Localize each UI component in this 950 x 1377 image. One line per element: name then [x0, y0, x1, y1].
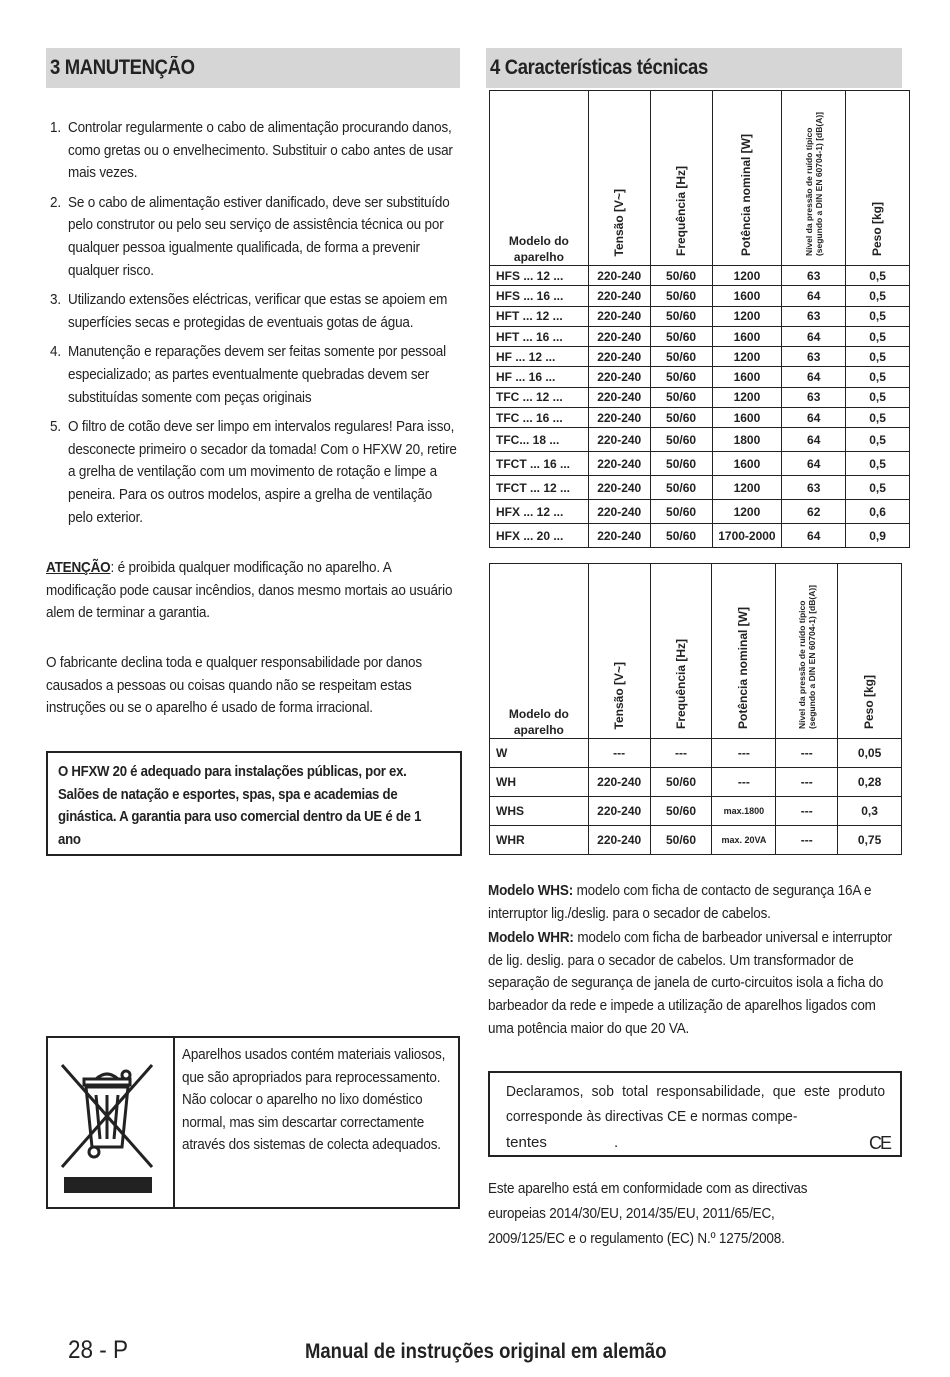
cell-model: HFS ... 12 ...: [490, 266, 589, 286]
cell-db: 63: [782, 266, 846, 286]
cell-hz: 50/60: [650, 476, 712, 500]
cell-v: 220-240: [588, 306, 650, 326]
cell-v: 220-240: [588, 367, 650, 387]
col-frequency-header: Frequência [Hz]: [650, 91, 712, 266]
cell-kg: 0,5: [846, 428, 910, 452]
cell-model: TFC ... 16 ...: [490, 408, 589, 428]
table-row: [490, 367, 910, 387]
cell-model: HF ... 12 ...: [490, 347, 589, 367]
liability-paragraph: O fabricante declina toda e qualquer responsabilidade por danos causados a pessoas ou coisas quando não se respeitam estas instruções ou se o aparelho é usado de forma irracional.: [46, 654, 422, 717]
col-frequency-header-2: Frequência [Hz]: [650, 564, 712, 739]
cell-model: WHR: [490, 826, 589, 855]
cell-db: ---: [776, 739, 838, 768]
cell-v: 220-240: [588, 524, 650, 548]
cell-v: 220-240: [588, 408, 650, 428]
table-row: [490, 408, 910, 428]
cell-hz: 50/60: [650, 387, 712, 407]
crossed-bin-icon: [56, 1055, 156, 1195]
cell-db: ---: [776, 826, 838, 855]
cell-kg: 0,5: [846, 452, 910, 476]
cell-v: ---: [588, 739, 650, 768]
item-number: 1.: [50, 119, 61, 136]
attention-paragraph: [46, 557, 460, 625]
cell-model: HFS ... 16 ...: [490, 286, 589, 306]
ce-mark-icon: CE: [868, 1133, 890, 1153]
cell-model: TFC... 18 ...: [490, 428, 589, 452]
cell-w: 1600: [712, 367, 782, 387]
cell-db: 64: [782, 286, 846, 306]
cell-kg: 0,5: [846, 326, 910, 346]
cell-db: 63: [782, 387, 846, 407]
cell-model: W: [490, 739, 589, 768]
cell-v: 220-240: [588, 326, 650, 346]
cell-v: 220-240: [588, 428, 650, 452]
col-noise-header-2: Nível da pressão de ruído típico (segundo a DIN EN 60704-1) [dB(A)]: [776, 564, 838, 739]
cell-v: 220-240: [588, 452, 650, 476]
item-number: 3.: [50, 291, 61, 309]
cell-db: 64: [782, 452, 846, 476]
table-row: [490, 347, 910, 367]
cell-model: TFC ... 12 ...: [490, 387, 589, 407]
cell-hz: 50/60: [650, 266, 712, 286]
declaration-line1: Declaramos, sob total responsabilidade, que este produto corresponde às directivas CE e normas compe-: [506, 1083, 886, 1125]
table-row: [490, 826, 902, 855]
cell-w: 1200: [712, 476, 782, 500]
cell-w: max. 20VA: [712, 826, 776, 855]
cell-w: 1200: [712, 306, 782, 326]
declaration-box: [488, 1071, 902, 1157]
cell-kg: 0,28: [838, 768, 902, 797]
col-model-header-2: Modelo do aparelho: [490, 564, 589, 739]
technical-heading: 4 Características técnicas: [486, 48, 902, 88]
cell-v: 220-240: [588, 387, 650, 407]
cell-kg: 0,5: [846, 476, 910, 500]
whr-note: Modelo WHR: modelo com ficha de barbeador universal e interruptor de lig. deslig. para o secador de cabelos. Um transformador de separação de segurança de janela de curto-circuitos isola a ficha do barbeador da rede e impede a utilização de aparelhos ligados com uma potência maior do que 20 VA.: [488, 929, 892, 1037]
maintenance-heading: 3 MANUTENÇÃO: [46, 48, 460, 88]
table-row: [490, 387, 910, 407]
cell-w: max.1800: [712, 797, 776, 826]
col-weight-header: Peso [kg]: [846, 91, 910, 266]
cell-kg: 0,05: [838, 739, 902, 768]
cell-kg: 0,3: [838, 797, 902, 826]
cell-w: 1200: [712, 387, 782, 407]
cell-db: 64: [782, 524, 846, 548]
cell-kg: 0,5: [846, 286, 910, 306]
cell-db: ---: [776, 797, 838, 826]
cell-w: 1700-2000: [712, 524, 782, 548]
cell-v: 220-240: [588, 266, 650, 286]
item-number: 5.: [50, 418, 61, 436]
cell-db: 64: [782, 326, 846, 346]
cell-db: 63: [782, 306, 846, 326]
conformity-paragraph: Este aparelho está em conformidade com as directivas europeias 2014/30/EU, 2014/35/EU, 2011/65/EC, 2009/125/EC e o regulamento (EC) N.º 1275/2008.: [488, 1180, 808, 1247]
col-power-header-2: Potência nominal [W]: [712, 564, 776, 739]
cell-w: 1800: [712, 428, 782, 452]
cell-hz: 50/60: [650, 797, 712, 826]
table-row: [490, 768, 902, 797]
attention-text: : é proibida qualquer modificação no aparelho. A modificação pode causar incêndios, danos mesmo mortais ao usuário alem de terminar a garantia.: [46, 559, 453, 622]
cell-hz: 50/60: [650, 306, 712, 326]
model-notes: [488, 880, 902, 1040]
cell-model: TFCT ... 12 ...: [490, 476, 589, 500]
cell-w: ---: [712, 739, 776, 768]
weee-text-block: Aparelhos usados contém materiais valiosos, que são apropriados para reprocessamento. Não colocar o aparelho no lixo doméstico normal, mas sim descartar correctamente através dos sistemas de colecta adequados.: [182, 1046, 446, 1154]
cell-hz: 50/60: [650, 768, 712, 797]
cell-w: 1600: [712, 408, 782, 428]
table-row: [490, 524, 910, 548]
cell-model: WH: [490, 768, 589, 797]
spec-table-main: [489, 90, 910, 548]
cell-db: ---: [776, 768, 838, 797]
cell-kg: 0,75: [838, 826, 902, 855]
cell-hz: 50/60: [650, 500, 712, 524]
maintenance-item: [50, 192, 460, 282]
cell-v: 220-240: [588, 826, 650, 855]
cell-model: HFT ... 12 ...: [490, 306, 589, 326]
col-noise-header: Nível da pressão de ruído típico (segundo a DIN EN 60704-1) [dB(A)]: [782, 91, 846, 266]
maintenance-list-block: [50, 117, 460, 536]
cell-v: 220-240: [588, 768, 650, 797]
cell-hz: 50/60: [650, 326, 712, 346]
cell-v: 220-240: [588, 286, 650, 306]
cell-db: 62: [782, 500, 846, 524]
col-model-header: Modelo do aparelho: [490, 91, 589, 266]
page-number: 28 - P: [68, 1336, 129, 1364]
cell-hz: 50/60: [650, 367, 712, 387]
cell-hz: 50/60: [650, 347, 712, 367]
item-text: Se o cabo de alimentação estiver danificado, deve ser substituído pelo construtor ou pelo seu serviço de assistência técnica ou por qualquer pessoa igualmente qualificada, de forma a prevenir qualquer risco.: [68, 193, 450, 279]
cell-w: ---: [712, 768, 776, 797]
cell-v: 220-240: [588, 500, 650, 524]
table-row: [490, 797, 902, 826]
table-row: [490, 428, 910, 452]
table-row: [490, 286, 910, 306]
cell-hz: 50/60: [650, 826, 712, 855]
table-row: [490, 266, 910, 286]
cell-model: HFX ... 20 ...: [490, 524, 589, 548]
cell-w: 1600: [712, 452, 782, 476]
cell-model: TFCT ... 16 ...: [490, 452, 589, 476]
cell-w: 1200: [712, 266, 782, 286]
cell-hz: ---: [650, 739, 712, 768]
cell-model: HF ... 16 ...: [490, 367, 589, 387]
cell-hz: 50/60: [650, 286, 712, 306]
item-number: 2.: [50, 193, 61, 211]
cell-db: 64: [782, 428, 846, 452]
table-row: [490, 452, 910, 476]
cell-kg: 0,6: [846, 500, 910, 524]
cell-w: 1200: [712, 500, 782, 524]
spec-table-wall: [489, 563, 902, 855]
footer-title: Manual de instruções original em alemão: [305, 1340, 667, 1363]
cell-w: 1600: [712, 326, 782, 346]
whs-note: Modelo WHS: modelo com ficha de contacto de segurança 16A e interruptor lig./deslig. para o secador de cabelos.: [488, 882, 872, 922]
cell-kg: 0,5: [846, 387, 910, 407]
cell-kg: 0,5: [846, 347, 910, 367]
cell-v: 220-240: [588, 797, 650, 826]
item-text: Utilizando extensões eléctricas, verificar que estas se apoiem em superfícies secas e protegidas de eventuais gotas de água.: [68, 291, 448, 331]
cell-kg: 0,5: [846, 306, 910, 326]
table-row: [490, 739, 902, 768]
item-number: 4.: [50, 343, 61, 361]
table-row: [490, 306, 910, 326]
cell-kg: 0,5: [846, 408, 910, 428]
cell-db: 63: [782, 347, 846, 367]
declaration-line2: tentes: [506, 1134, 547, 1151]
weee-divider: [173, 1038, 175, 1207]
col-voltage-header: Tensão [V~]: [588, 91, 650, 266]
item-text: Controlar regularmente o cabo de alimentação procurando danos, como gretas ou o envelhecimento. Substituir o cabo antes de usar mais vezes.: [68, 119, 453, 182]
cell-hz: 50/60: [650, 524, 712, 548]
col-voltage-header-2: Tensão [V~]: [588, 564, 650, 739]
item-text: Manutenção e reparações devem ser feitas somente por pessoal especializado; as partes eventualmente quebradas devem ser substituídas somente com peças originais: [68, 343, 446, 406]
maintenance-item: [50, 289, 460, 334]
cell-v: 220-240: [588, 347, 650, 367]
cell-kg: 0,5: [846, 367, 910, 387]
col-weight-header-2: Peso [kg]: [838, 564, 902, 739]
hfxw-notice-text: O HFXW 20 é adequado para instalações públicas, por ex. Salões de natação e esportes, spas, spa e academias de ginástica. A garantia para uso comercial dentro da UE é de 1 ano: [58, 763, 422, 848]
maintenance-item: [50, 117, 460, 185]
cell-w: 1600: [712, 286, 782, 306]
cell-model: WHS: [490, 797, 589, 826]
attention-label: ATENÇÃO: [46, 559, 111, 576]
cell-kg: 0,9: [846, 524, 910, 548]
cell-db: 64: [782, 367, 846, 387]
cell-db: 63: [782, 476, 846, 500]
cell-kg: 0,5: [846, 266, 910, 286]
declaration-dot: .: [614, 1134, 619, 1151]
maintenance-list: [50, 117, 460, 529]
cell-model: HFX ... 12 ...: [490, 500, 589, 524]
cell-w: 1200: [712, 347, 782, 367]
cell-model: HFT ... 16 ...: [490, 326, 589, 346]
maintenance-item: [50, 416, 460, 529]
cell-hz: 50/60: [650, 408, 712, 428]
maintenance-item: [50, 341, 460, 409]
table-row: [490, 326, 910, 346]
col-power-header: Potência nominal [W]: [712, 91, 782, 266]
hfxw-notice-box: [46, 751, 462, 856]
table-row: [490, 500, 910, 524]
table-row: [490, 476, 910, 500]
cell-hz: 50/60: [650, 428, 712, 452]
item-text: O filtro de cotão deve ser limpo em intervalos regulares! Para isso, desconecte primeiro o secador da tomada! Com o HFXW 20, retire a grelha de ventilação com um movimento de rotação e limpe a peneira. Para os outros modelos, aspire a grelha de ventilação pelo exterior.: [68, 418, 457, 526]
cell-db: 64: [782, 408, 846, 428]
cell-hz: 50/60: [650, 452, 712, 476]
cell-v: 220-240: [588, 476, 650, 500]
